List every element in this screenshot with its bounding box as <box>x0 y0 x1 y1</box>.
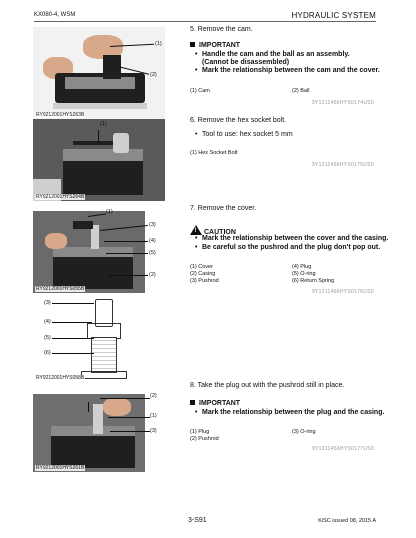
legend-item: (3) O-ring <box>292 429 316 435</box>
step-5-title: 5. Remove the cam. <box>190 26 253 33</box>
callout: (6) <box>44 350 51 356</box>
figure-bolt-photo <box>33 119 165 201</box>
reference-code: 9Y1211466HYS0174US0 <box>311 100 374 106</box>
callout: (1) <box>150 413 157 419</box>
step-7-title: 7. Remove the cover. <box>190 205 257 212</box>
step-5-bullet: • Mark the relationship between the cam and the cover. <box>202 67 380 75</box>
callout: (2) <box>150 393 157 399</box>
step-8-notice: IMPORTANT <box>190 400 240 408</box>
section-title: HYDRAULIC SYSTEM <box>291 11 376 20</box>
figure-caption: RY9212001HYS055B <box>36 286 85 292</box>
legend-item: (1) Hex Socket Bolt <box>190 150 238 156</box>
header-divider <box>34 21 376 22</box>
legend-item: (4) Plug <box>292 264 312 270</box>
callout: (3) <box>149 222 156 228</box>
step-7-bullet: • Be careful so the pushrod and the plug don't pop out. <box>202 244 380 252</box>
callout: (4) <box>149 238 156 244</box>
legend-item: (1) Cam <box>190 88 210 94</box>
notice-square-icon <box>190 400 195 405</box>
figure-caption: RY9212001HYS264B <box>36 194 85 200</box>
reference-code: 9Y1211466HYS0176US0 <box>311 289 374 295</box>
step-6-bullet: • Tool to use: hex socket 5 mm <box>202 131 293 139</box>
step-5-bullet: • Handle the cam and the ball as an assembly. <box>202 51 350 59</box>
callout: (4) <box>44 319 51 325</box>
callout: (1) <box>100 121 107 127</box>
reference-code: 9Y1211466HYS0175US0 <box>311 162 374 168</box>
callout: (3) <box>150 428 157 434</box>
step-6-title: 6. Remove the hex socket bolt. <box>190 117 287 124</box>
reference-code: 9Y1211466HYS0177US0 <box>311 446 374 452</box>
callout: (2) <box>150 72 157 78</box>
legend-item: (3) Pushrod <box>190 278 219 284</box>
figure-cover-photo <box>33 211 145 293</box>
legend-item: (2) Pushrod <box>190 436 219 442</box>
figure-plug-photo <box>33 394 145 472</box>
legend-item: (1) Cover <box>190 264 213 270</box>
callout: (5) <box>44 335 51 341</box>
legend-item: (2) Casing <box>190 271 216 277</box>
step-8-bullet: • Mark the relationship between the plug and the casing. <box>202 409 384 417</box>
step-8-title: 8. Take the plug out with the pushrod still in place. <box>190 382 345 389</box>
warning-icon: ! <box>190 225 202 235</box>
notice-square-icon <box>190 42 195 47</box>
callout: (1) <box>155 41 162 47</box>
callout: (5) <box>149 250 156 256</box>
figure-caption: RY9212001HYS058B <box>36 375 85 381</box>
legend-item: (1) Plug <box>190 429 210 435</box>
step-5-bullet-cont: (Cannot be disassembled) <box>202 59 290 66</box>
step-5-notice: IMPORTANT <box>190 42 240 50</box>
legend-item: (6) Return Spring <box>292 278 335 284</box>
legend-item: (5) O-ring <box>292 271 316 277</box>
step-7-notice: ! CAUTION <box>190 225 236 237</box>
page-number: 3-S91 <box>188 517 207 524</box>
callout: (1) <box>106 209 113 215</box>
figure-caption: RY9212001HYS261B <box>36 465 85 471</box>
issue-date: KiSC issued 08, 2015 A <box>318 518 376 524</box>
figure-caption: RY9212001HYS263B <box>36 112 85 118</box>
callout: (2) <box>149 272 156 278</box>
step-7-bullet: • Mark the relationship between the cover and the casing. <box>202 235 388 243</box>
callout: (3) <box>44 300 51 306</box>
manual-model: KX080-4, WSM <box>34 12 76 18</box>
legend-item: (2) Ball <box>292 88 310 94</box>
